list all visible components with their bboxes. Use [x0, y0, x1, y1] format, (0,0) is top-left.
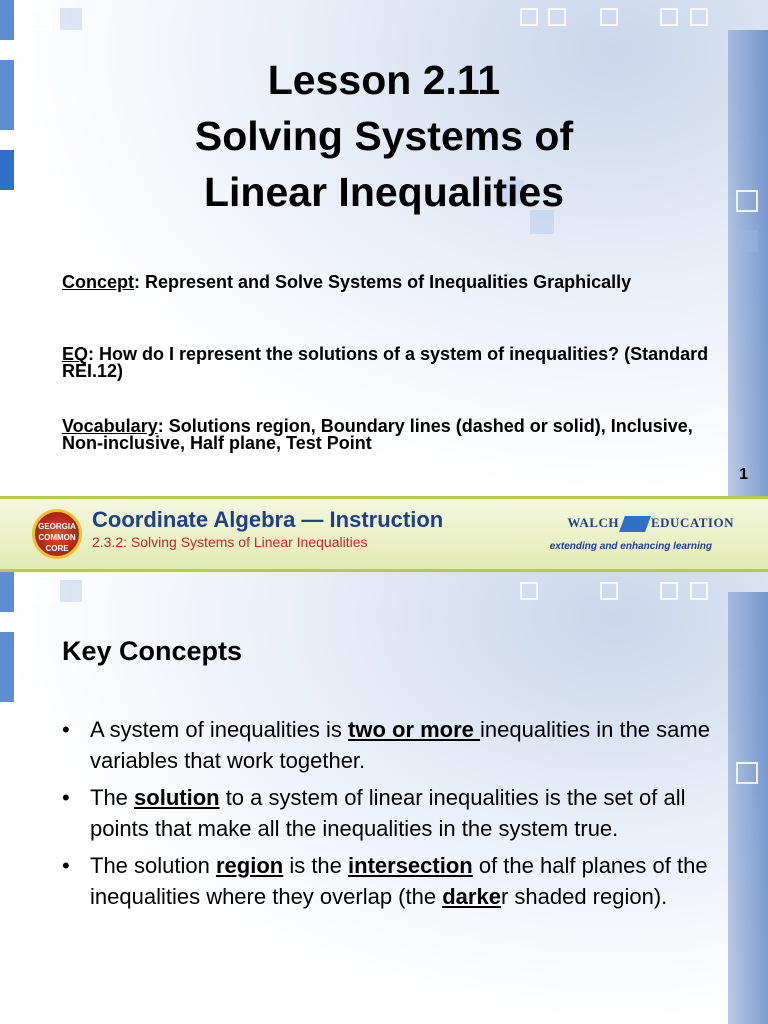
title-line-1: Lesson 2.11	[267, 57, 501, 103]
concept-label: Concept	[62, 272, 134, 292]
title-slide	[0, 0, 768, 496]
list-item	[62, 850, 722, 912]
deco-tile	[548, 8, 566, 26]
concept-paragraph	[62, 274, 722, 291]
key-concepts-slide	[0, 572, 768, 1024]
banner-subtitle: 2.3.2: Solving Systems of Linear Inequalities	[92, 534, 368, 550]
walch-flag-icon	[619, 516, 651, 532]
list-item	[62, 714, 722, 776]
bullet-text: of the half planes of the inequalities where they overlap (the	[90, 853, 708, 909]
deco-tile	[690, 8, 708, 26]
course-banner	[0, 496, 768, 572]
deco-tile	[60, 8, 82, 30]
deco-tile	[660, 8, 678, 26]
bullet-text: A system of inequalities is	[90, 717, 349, 742]
walch-right-text: EDUCATION	[651, 515, 734, 530]
walch-left-text: WALCH	[567, 515, 619, 530]
deco-tile	[30, 580, 52, 602]
key-concepts-heading: Key Concepts	[62, 636, 243, 666]
deco-tile	[30, 8, 52, 30]
vocabulary-label: Vocabulary	[62, 416, 158, 436]
deco-tile	[660, 582, 678, 600]
bullet-emphasis: solution	[134, 785, 220, 810]
bullet-emphasis: intersection	[348, 853, 473, 878]
banner-title: Coordinate Algebra — Instruction	[92, 507, 444, 532]
list-item	[62, 782, 722, 844]
bullet-text: The	[90, 785, 135, 810]
bullet-emphasis: darke	[442, 884, 501, 909]
bullet-text: inequalities in the same variables that work together.	[90, 717, 710, 773]
deco-tile	[736, 762, 758, 784]
deco-tile	[520, 582, 538, 600]
walch-logo	[567, 515, 734, 532]
bullet-text: The solution	[90, 853, 216, 878]
walch-tagline: extending and enhancing learning	[549, 541, 712, 552]
bullet-text: r shaded region).	[500, 884, 668, 909]
eq-paragraph	[62, 346, 722, 380]
bullet-emphasis: region	[215, 853, 284, 878]
badge-text: GEORGIA COMMON CORE	[38, 522, 76, 553]
deco-tile	[520, 8, 538, 26]
deco-tile	[736, 230, 758, 252]
vocabulary-paragraph	[62, 418, 722, 452]
key-concepts-list	[62, 714, 722, 918]
bullet-emphasis: two or more	[348, 717, 481, 742]
eq-label: EQ	[62, 344, 89, 364]
lesson-title	[0, 52, 768, 220]
deco-tile	[600, 582, 618, 600]
page-number: 1	[739, 466, 748, 483]
decorative-ribbon	[728, 592, 768, 1024]
bullet-text: is the	[283, 853, 349, 878]
concept-text: : Represent and Solve Systems of Inequalities Graphically	[134, 272, 632, 292]
common-core-badge-icon	[32, 509, 82, 559]
eq-text: : How do I represent the solutions of a system of inequalities? (Standard REI.12)	[62, 344, 709, 381]
title-line-2: Solving Systems of	[194, 113, 574, 159]
bullet-text: to a system of linear inequalities is the set of all points that make all the inequalities in the system true.	[90, 785, 686, 841]
deco-tile	[0, 632, 14, 702]
deco-tile	[600, 8, 618, 26]
title-line-3: Linear Inequalities	[204, 169, 564, 215]
deco-tile	[60, 580, 82, 602]
deco-tile	[0, 572, 14, 612]
vocabulary-text: : Solutions region, Boundary lines (dashed or solid), Inclusive, Non-inclusive, Half plane, Test Point	[62, 416, 693, 453]
deco-tile	[0, 0, 14, 40]
deco-tile	[690, 582, 708, 600]
